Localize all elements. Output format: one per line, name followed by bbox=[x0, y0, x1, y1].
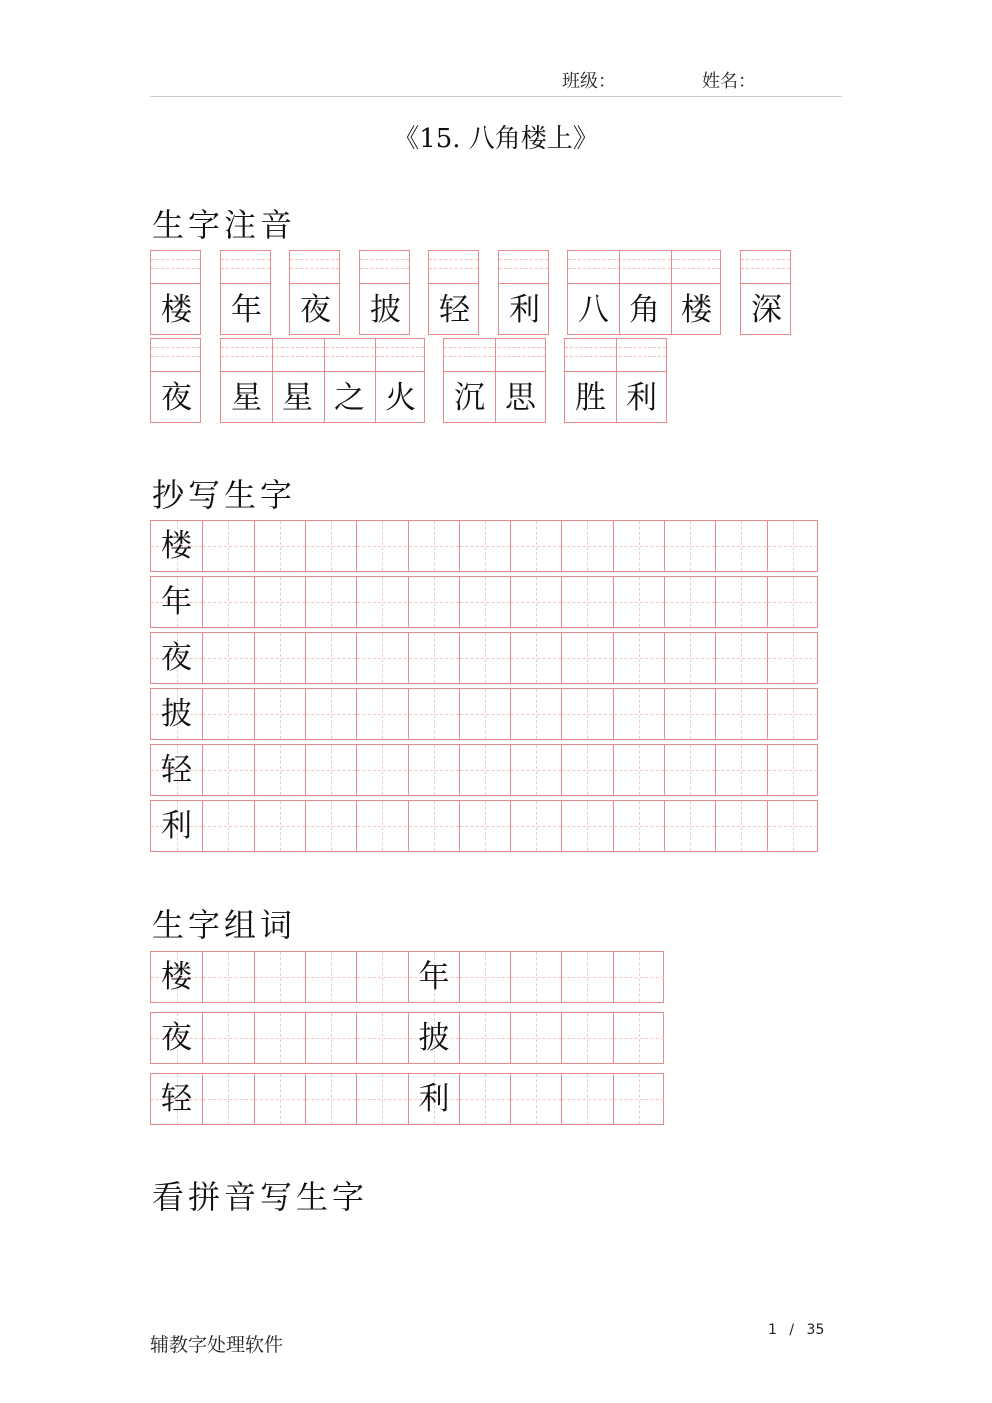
cell-guide-horizontal bbox=[357, 602, 407, 603]
grid-cell[interactable] bbox=[202, 577, 253, 627]
cell-guide-horizontal bbox=[768, 602, 818, 603]
grid-cell[interactable] bbox=[715, 801, 766, 851]
pinyin-guide-line bbox=[290, 268, 339, 269]
grid-cell[interactable] bbox=[254, 1013, 305, 1063]
pinyin-box-char: 星 bbox=[282, 380, 313, 416]
cell-guide-horizontal bbox=[562, 1099, 612, 1100]
grid-cell[interactable] bbox=[408, 1074, 459, 1124]
cell-guide-horizontal bbox=[716, 770, 766, 771]
grid-cell[interactable] bbox=[767, 633, 818, 683]
grid-cell[interactable] bbox=[356, 1013, 407, 1063]
grid-cell[interactable] bbox=[459, 801, 510, 851]
cell-guide-horizontal bbox=[306, 770, 356, 771]
grid-cell[interactable] bbox=[305, 1074, 356, 1124]
grid-cell[interactable] bbox=[356, 689, 407, 739]
cell-guide-horizontal bbox=[357, 826, 407, 827]
grid-cell[interactable] bbox=[356, 952, 407, 1002]
cell-guide-horizontal bbox=[511, 714, 561, 715]
copy-row bbox=[150, 800, 818, 852]
pinyin-guide-line bbox=[360, 259, 409, 260]
cell-guide-horizontal bbox=[357, 546, 407, 547]
pinyin-guide-line bbox=[741, 268, 790, 269]
cell-guide-horizontal bbox=[665, 658, 715, 659]
grid-cell[interactable] bbox=[151, 633, 202, 683]
pinyin-guide-line bbox=[221, 356, 424, 357]
grid-cell[interactable] bbox=[356, 1074, 407, 1124]
cell-guide-horizontal bbox=[460, 826, 510, 827]
grid-char: 楼 bbox=[161, 528, 192, 564]
grid-cell[interactable] bbox=[510, 577, 561, 627]
cell-guide-horizontal bbox=[614, 826, 664, 827]
grid-cell[interactable] bbox=[664, 577, 715, 627]
pinyin-box-char: 夜 bbox=[161, 380, 192, 416]
cell-guide-horizontal bbox=[768, 826, 818, 827]
cell-guide-horizontal bbox=[255, 1099, 305, 1100]
cell-guide-horizontal bbox=[255, 714, 305, 715]
pinyin-box bbox=[567, 250, 721, 335]
cell-guide-horizontal bbox=[460, 1038, 510, 1039]
cell-guide-horizontal bbox=[460, 602, 510, 603]
pinyin-baseline bbox=[151, 371, 200, 372]
section-pinyin-title: 生字注音 bbox=[152, 206, 297, 244]
pinyin-box-char: 星 bbox=[231, 380, 262, 416]
pinyin-box bbox=[150, 338, 201, 423]
cell-guide-horizontal bbox=[203, 770, 253, 771]
grid-cell[interactable] bbox=[151, 1013, 202, 1063]
word-row bbox=[150, 1073, 664, 1125]
grid-cell[interactable] bbox=[356, 745, 407, 795]
grid-cell[interactable] bbox=[408, 521, 459, 571]
grid-cell[interactable] bbox=[305, 801, 356, 851]
cell-guide-horizontal bbox=[306, 602, 356, 603]
pinyin-box-char: 火 bbox=[385, 380, 416, 416]
page-total: 35 bbox=[806, 1322, 825, 1338]
cell-guide-horizontal bbox=[306, 546, 356, 547]
cell-guide-horizontal bbox=[768, 546, 818, 547]
cell-guide-horizontal bbox=[716, 826, 766, 827]
grid-char: 轻 bbox=[161, 1081, 192, 1117]
pinyin-guide-line bbox=[221, 268, 270, 269]
pinyin-box bbox=[740, 250, 791, 335]
cell-guide-horizontal bbox=[511, 1038, 561, 1039]
grid-cell[interactable] bbox=[767, 745, 818, 795]
grid-cell[interactable] bbox=[664, 801, 715, 851]
copy-row bbox=[150, 744, 818, 796]
grid-cell[interactable] bbox=[151, 801, 202, 851]
grid-cell[interactable] bbox=[305, 633, 356, 683]
cell-guide-horizontal bbox=[357, 770, 407, 771]
footer-software: 辅教字处理软件 bbox=[150, 1334, 284, 1356]
cell-guide-horizontal bbox=[614, 1099, 664, 1100]
cell-guide-horizontal bbox=[203, 658, 253, 659]
pinyin-box-char: 思 bbox=[505, 380, 536, 416]
cell-guide-horizontal bbox=[255, 826, 305, 827]
pinyin-guide-line bbox=[499, 268, 548, 269]
grid-cell[interactable] bbox=[510, 1074, 561, 1124]
cell-guide-horizontal bbox=[511, 770, 561, 771]
copy-row bbox=[150, 688, 818, 740]
page-indicator bbox=[768, 1322, 824, 1338]
grid-char: 利 bbox=[418, 1081, 450, 1117]
grid-cell[interactable] bbox=[510, 745, 561, 795]
cell-guide-horizontal bbox=[203, 714, 253, 715]
grid-char: 披 bbox=[418, 1020, 450, 1056]
grid-cell[interactable] bbox=[356, 577, 407, 627]
pinyin-guide-line bbox=[221, 347, 424, 348]
copy-row bbox=[150, 632, 818, 684]
copy-row bbox=[150, 576, 818, 628]
grid-cell[interactable] bbox=[664, 689, 715, 739]
cell-guide-horizontal bbox=[203, 602, 253, 603]
grid-cell[interactable] bbox=[254, 577, 305, 627]
grid-cell[interactable] bbox=[715, 633, 766, 683]
pinyin-box-char: 之 bbox=[334, 380, 365, 416]
cell-guide-horizontal bbox=[511, 546, 561, 547]
cell-guide-horizontal bbox=[409, 714, 459, 715]
grid-cell[interactable] bbox=[715, 745, 766, 795]
grid-cell[interactable] bbox=[561, 521, 612, 571]
pinyin-baseline bbox=[151, 283, 200, 284]
cell-guide-horizontal bbox=[255, 770, 305, 771]
grid-cell[interactable] bbox=[613, 633, 664, 683]
pinyin-box-char: 利 bbox=[626, 380, 657, 416]
cell-guide-horizontal bbox=[306, 1099, 356, 1100]
pinyin-box-char: 利 bbox=[509, 292, 540, 328]
grid-cell[interactable] bbox=[561, 689, 612, 739]
cell-guide-horizontal bbox=[203, 1038, 253, 1039]
cell-guide-horizontal bbox=[357, 977, 407, 978]
grid-cell[interactable] bbox=[613, 745, 664, 795]
grid-cell[interactable] bbox=[613, 1074, 664, 1124]
pinyin-box-char: 深 bbox=[751, 292, 782, 328]
cell-guide-horizontal bbox=[614, 602, 664, 603]
cell-guide-horizontal bbox=[255, 658, 305, 659]
grid-cell[interactable] bbox=[561, 952, 612, 1002]
grid-char: 轻 bbox=[161, 752, 192, 788]
pinyin-box bbox=[443, 338, 546, 423]
cell-guide-horizontal bbox=[716, 546, 766, 547]
grid-cell[interactable] bbox=[459, 745, 510, 795]
grid-cell[interactable] bbox=[613, 521, 664, 571]
cell-guide-horizontal bbox=[716, 658, 766, 659]
pinyin-box bbox=[150, 250, 201, 335]
grid-char: 披 bbox=[161, 696, 192, 732]
cell-guide-horizontal bbox=[614, 546, 664, 547]
pinyin-guide-line bbox=[151, 268, 200, 269]
pinyin-baseline bbox=[741, 283, 790, 284]
pinyin-box bbox=[289, 250, 340, 335]
cell-guide-horizontal bbox=[511, 977, 561, 978]
cell-guide-horizontal bbox=[409, 658, 459, 659]
cell-guide-horizontal bbox=[768, 658, 818, 659]
grid-cell[interactable] bbox=[459, 521, 510, 571]
grid-cell[interactable] bbox=[254, 745, 305, 795]
cell-guide-horizontal bbox=[409, 546, 459, 547]
grid-cell[interactable] bbox=[613, 689, 664, 739]
grid-cell[interactable] bbox=[664, 745, 715, 795]
grid-cell[interactable] bbox=[356, 801, 407, 851]
cell-guide-horizontal bbox=[511, 658, 561, 659]
cell-guide-horizontal bbox=[562, 658, 612, 659]
cell-guide-horizontal bbox=[409, 770, 459, 771]
pinyin-guide-line bbox=[499, 259, 548, 260]
pinyin-baseline bbox=[221, 371, 424, 372]
section-copy-title: 抄写生字 bbox=[152, 476, 297, 514]
grid-cell[interactable] bbox=[664, 521, 715, 571]
grid-cell[interactable] bbox=[408, 577, 459, 627]
cell-guide-horizontal bbox=[306, 977, 356, 978]
grid-cell[interactable] bbox=[510, 801, 561, 851]
pinyin-box bbox=[428, 250, 479, 335]
grid-cell[interactable] bbox=[715, 521, 766, 571]
grid-cell[interactable] bbox=[151, 1074, 202, 1124]
pinyin-baseline bbox=[429, 283, 478, 284]
grid-cell[interactable] bbox=[151, 952, 202, 1002]
grid-cell[interactable] bbox=[408, 745, 459, 795]
cell-guide-horizontal bbox=[511, 602, 561, 603]
cell-guide-horizontal bbox=[203, 546, 253, 547]
grid-cell[interactable] bbox=[254, 1074, 305, 1124]
cell-guide-horizontal bbox=[409, 826, 459, 827]
pinyin-box-char: 八 bbox=[578, 292, 609, 328]
grid-cell[interactable] bbox=[151, 689, 202, 739]
pinyin-baseline bbox=[221, 283, 270, 284]
pinyin-guide-line bbox=[741, 259, 790, 260]
cell-guide-horizontal bbox=[562, 546, 612, 547]
grid-cell[interactable] bbox=[305, 577, 356, 627]
cell-guide-horizontal bbox=[255, 602, 305, 603]
pinyin-box-char: 胜 bbox=[575, 380, 606, 416]
grid-cell[interactable] bbox=[459, 577, 510, 627]
grid-cell[interactable] bbox=[561, 1074, 612, 1124]
grid-cell[interactable] bbox=[767, 521, 818, 571]
grid-cell[interactable] bbox=[561, 577, 612, 627]
cell-guide-horizontal bbox=[665, 546, 715, 547]
grid-cell[interactable] bbox=[305, 952, 356, 1002]
grid-char: 楼 bbox=[161, 959, 192, 995]
pinyin-box bbox=[220, 250, 271, 335]
grid-cell[interactable] bbox=[459, 952, 510, 1002]
grid-char: 年 bbox=[418, 959, 450, 995]
cell-guide-horizontal bbox=[511, 1099, 561, 1100]
cell-guide-horizontal bbox=[306, 1038, 356, 1039]
cell-guide-horizontal bbox=[460, 770, 510, 771]
cell-guide-horizontal bbox=[357, 714, 407, 715]
cell-guide-horizontal bbox=[562, 977, 612, 978]
cell-guide-horizontal bbox=[665, 770, 715, 771]
pinyin-guide-line bbox=[290, 259, 339, 260]
grid-cell[interactable] bbox=[767, 577, 818, 627]
grid-cell[interactable] bbox=[408, 689, 459, 739]
cell-guide-horizontal bbox=[255, 546, 305, 547]
grid-cell[interactable] bbox=[408, 952, 459, 1002]
cell-guide-horizontal bbox=[665, 714, 715, 715]
grid-cell[interactable] bbox=[305, 1013, 356, 1063]
grid-cell[interactable] bbox=[510, 1013, 561, 1063]
cell-guide-horizontal bbox=[614, 1038, 664, 1039]
pinyin-guide-line bbox=[429, 268, 478, 269]
grid-char: 夜 bbox=[161, 640, 192, 676]
grid-cell[interactable] bbox=[202, 952, 253, 1002]
cell-guide-horizontal bbox=[768, 714, 818, 715]
pinyin-box bbox=[498, 250, 549, 335]
grid-cell[interactable] bbox=[459, 1074, 510, 1124]
grid-cell[interactable] bbox=[356, 521, 407, 571]
grid-cell[interactable] bbox=[408, 633, 459, 683]
pinyin-box-char: 角 bbox=[629, 292, 660, 328]
grid-cell[interactable] bbox=[254, 952, 305, 1002]
grid-cell[interactable] bbox=[202, 801, 253, 851]
grid-cell[interactable] bbox=[305, 745, 356, 795]
section-words-title: 生字组词 bbox=[152, 906, 297, 944]
pinyin-guide-line bbox=[568, 259, 720, 260]
grid-cell[interactable] bbox=[561, 1013, 612, 1063]
pinyin-box-char: 沉 bbox=[454, 380, 485, 416]
grid-cell[interactable] bbox=[613, 1013, 664, 1063]
cell-guide-horizontal bbox=[614, 714, 664, 715]
cell-guide-horizontal bbox=[357, 1038, 407, 1039]
page-separator: / bbox=[789, 1322, 795, 1338]
grid-cell[interactable] bbox=[510, 633, 561, 683]
pinyin-box-char: 楼 bbox=[681, 292, 712, 328]
cell-guide-horizontal bbox=[255, 1038, 305, 1039]
grid-cell[interactable] bbox=[202, 521, 253, 571]
pinyin-box-char: 年 bbox=[231, 292, 262, 328]
cell-guide-horizontal bbox=[511, 826, 561, 827]
grid-cell[interactable] bbox=[151, 745, 202, 795]
grid-cell[interactable] bbox=[613, 801, 664, 851]
cell-guide-horizontal bbox=[768, 770, 818, 771]
grid-cell[interactable] bbox=[459, 1013, 510, 1063]
pinyin-baseline bbox=[499, 283, 548, 284]
grid-cell[interactable] bbox=[254, 801, 305, 851]
grid-cell[interactable] bbox=[305, 521, 356, 571]
grid-char: 年 bbox=[161, 584, 192, 620]
grid-cell[interactable] bbox=[202, 633, 253, 683]
section-pinyin-write-title: 看拼音写生字 bbox=[152, 1178, 369, 1216]
pinyin-baseline bbox=[290, 283, 339, 284]
cell-guide-horizontal bbox=[409, 602, 459, 603]
pinyin-baseline bbox=[360, 283, 409, 284]
cell-guide-horizontal bbox=[716, 602, 766, 603]
grid-cell[interactable] bbox=[561, 801, 612, 851]
pinyin-box-char: 楼 bbox=[161, 292, 192, 328]
cell-guide-horizontal bbox=[614, 770, 664, 771]
grid-cell[interactable] bbox=[664, 633, 715, 683]
word-row bbox=[150, 1012, 664, 1064]
grid-cell[interactable] bbox=[715, 577, 766, 627]
pinyin-box-char: 轻 bbox=[439, 292, 470, 328]
pinyin-guide-line bbox=[151, 259, 200, 260]
grid-cell[interactable] bbox=[510, 952, 561, 1002]
pinyin-box-char: 披 bbox=[370, 292, 401, 328]
pinyin-guide-line bbox=[429, 259, 478, 260]
grid-cell[interactable] bbox=[767, 801, 818, 851]
cell-guide-horizontal bbox=[460, 714, 510, 715]
cell-guide-horizontal bbox=[460, 658, 510, 659]
grid-cell[interactable] bbox=[510, 689, 561, 739]
grid-cell[interactable] bbox=[408, 1013, 459, 1063]
header-rule bbox=[150, 96, 842, 97]
pinyin-box-char: 夜 bbox=[300, 292, 331, 328]
cell-guide-horizontal bbox=[614, 658, 664, 659]
cell-guide-horizontal bbox=[306, 826, 356, 827]
grid-cell[interactable] bbox=[202, 1074, 253, 1124]
grid-cell[interactable] bbox=[202, 745, 253, 795]
cell-guide-horizontal bbox=[460, 977, 510, 978]
cell-guide-horizontal bbox=[562, 602, 612, 603]
grid-cell[interactable] bbox=[254, 521, 305, 571]
cell-guide-horizontal bbox=[562, 770, 612, 771]
grid-cell[interactable] bbox=[561, 633, 612, 683]
grid-cell[interactable] bbox=[408, 801, 459, 851]
cell-guide-horizontal bbox=[460, 546, 510, 547]
copy-row bbox=[150, 520, 818, 572]
name-label: 姓名： bbox=[702, 71, 756, 92]
cell-guide-horizontal bbox=[665, 826, 715, 827]
pinyin-guide-line bbox=[360, 268, 409, 269]
cell-guide-horizontal bbox=[716, 714, 766, 715]
grid-cell[interactable] bbox=[254, 633, 305, 683]
grid-cell[interactable] bbox=[613, 577, 664, 627]
grid-cell[interactable] bbox=[151, 521, 202, 571]
cell-guide-horizontal bbox=[357, 1099, 407, 1100]
cell-guide-horizontal bbox=[306, 658, 356, 659]
grid-cell[interactable] bbox=[254, 689, 305, 739]
grid-cell[interactable] bbox=[202, 689, 253, 739]
page-title: 《15. 八角楼上》 bbox=[393, 124, 599, 154]
cell-guide-horizontal bbox=[357, 658, 407, 659]
cell-guide-horizontal bbox=[203, 977, 253, 978]
grid-char: 夜 bbox=[161, 1020, 192, 1056]
cell-guide-horizontal bbox=[255, 977, 305, 978]
pinyin-box bbox=[220, 338, 425, 423]
grid-cell[interactable] bbox=[459, 689, 510, 739]
cell-guide-horizontal bbox=[460, 1099, 510, 1100]
grid-cell[interactable] bbox=[510, 521, 561, 571]
class-label: 班级： bbox=[562, 71, 616, 92]
grid-cell[interactable] bbox=[151, 577, 202, 627]
pinyin-guide-line bbox=[151, 347, 200, 348]
cell-guide-horizontal bbox=[306, 714, 356, 715]
grid-cell[interactable] bbox=[561, 745, 612, 795]
cell-guide-horizontal bbox=[203, 826, 253, 827]
word-row bbox=[150, 951, 664, 1003]
grid-cell[interactable] bbox=[459, 633, 510, 683]
pinyin-guide-line bbox=[568, 268, 720, 269]
grid-cell[interactable] bbox=[202, 1013, 253, 1063]
cell-guide-horizontal bbox=[562, 826, 612, 827]
pinyin-box bbox=[359, 250, 410, 335]
cell-guide-horizontal bbox=[203, 1099, 253, 1100]
page-number: 1 bbox=[768, 1322, 777, 1338]
grid-cell[interactable] bbox=[715, 689, 766, 739]
grid-char: 利 bbox=[161, 808, 192, 844]
grid-cell[interactable] bbox=[767, 689, 818, 739]
cell-guide-horizontal bbox=[614, 977, 664, 978]
cell-guide-horizontal bbox=[562, 1038, 612, 1039]
grid-cell[interactable] bbox=[613, 952, 664, 1002]
pinyin-guide-line bbox=[221, 259, 270, 260]
pinyin-box bbox=[564, 338, 667, 423]
pinyin-guide-line bbox=[151, 356, 200, 357]
grid-cell[interactable] bbox=[356, 633, 407, 683]
pinyin-baseline bbox=[568, 283, 720, 284]
cell-guide-horizontal bbox=[665, 602, 715, 603]
cell-guide-horizontal bbox=[562, 714, 612, 715]
grid-cell[interactable] bbox=[305, 689, 356, 739]
